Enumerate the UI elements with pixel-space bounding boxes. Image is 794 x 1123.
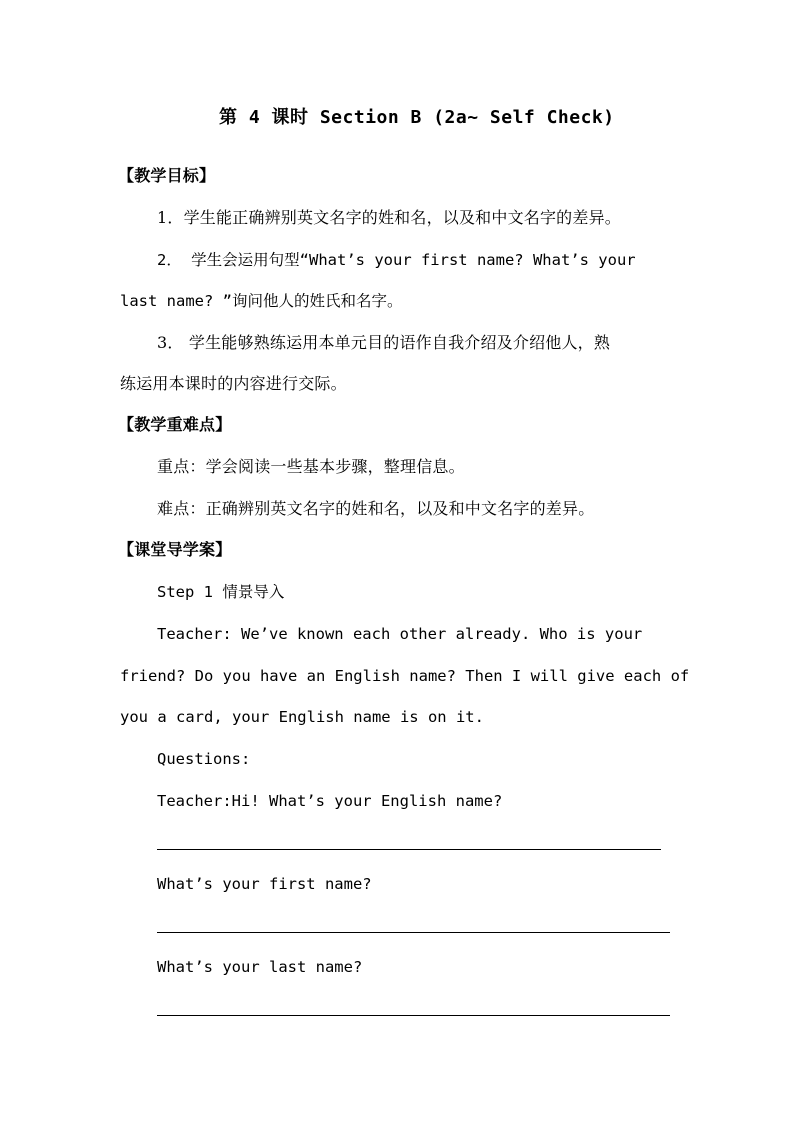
question-3: What’s your last name? <box>157 958 363 976</box>
objectives-heading: 【教学目标】 <box>118 166 216 185</box>
answer-blank-2[interactable] <box>157 932 670 933</box>
question-2: What’s your first name? <box>157 875 372 893</box>
objective-item-2-line-2: last name? ”询问他人的姓氏和名字。 <box>120 292 403 310</box>
teacher-dialogue-line-2: friend? Do you have an English name? Then I will give each of <box>120 667 690 685</box>
teacher-dialogue-line-3: you a card, your English name is on it. <box>120 708 484 726</box>
objective-item-2-line-1: 2． 学生会运用句型“What’s your first name? What’s your <box>157 251 636 269</box>
key-point: 重点：学会阅读一些基本步骤，整理信息。 <box>157 457 465 476</box>
difficult-point: 难点：正确辨别英文名字的姓和名，以及和中文名字的差异。 <box>157 499 595 518</box>
teacher-dialogue-line-1: Teacher: We’ve known each other already. Who is your <box>157 625 643 643</box>
step-1-label: Step 1 情景导入 <box>157 583 285 601</box>
questions-label: Questions: <box>157 750 251 768</box>
objective-item-3-line-1: 3． 学生能够熟练运用本单元目的语作自我介绍及介绍他人，熟 <box>157 333 611 352</box>
objective-item-3-line-2: 练运用本课时的内容进行交际。 <box>120 374 347 393</box>
answer-blank-1[interactable] <box>157 849 661 850</box>
objective-item-1: 1．学生能正确辨别英文名字的姓和名，以及和中文名字的差异。 <box>157 208 621 227</box>
key-points-heading: 【教学重难点】 <box>118 415 232 434</box>
lesson-title: 第 4 课时 Section B (2a~ Self Check) <box>219 107 615 128</box>
guide-heading: 【课堂导学案】 <box>118 540 232 559</box>
question-1: Teacher:Hi! What’s your English name? <box>157 792 503 810</box>
answer-blank-3[interactable] <box>157 1015 670 1016</box>
